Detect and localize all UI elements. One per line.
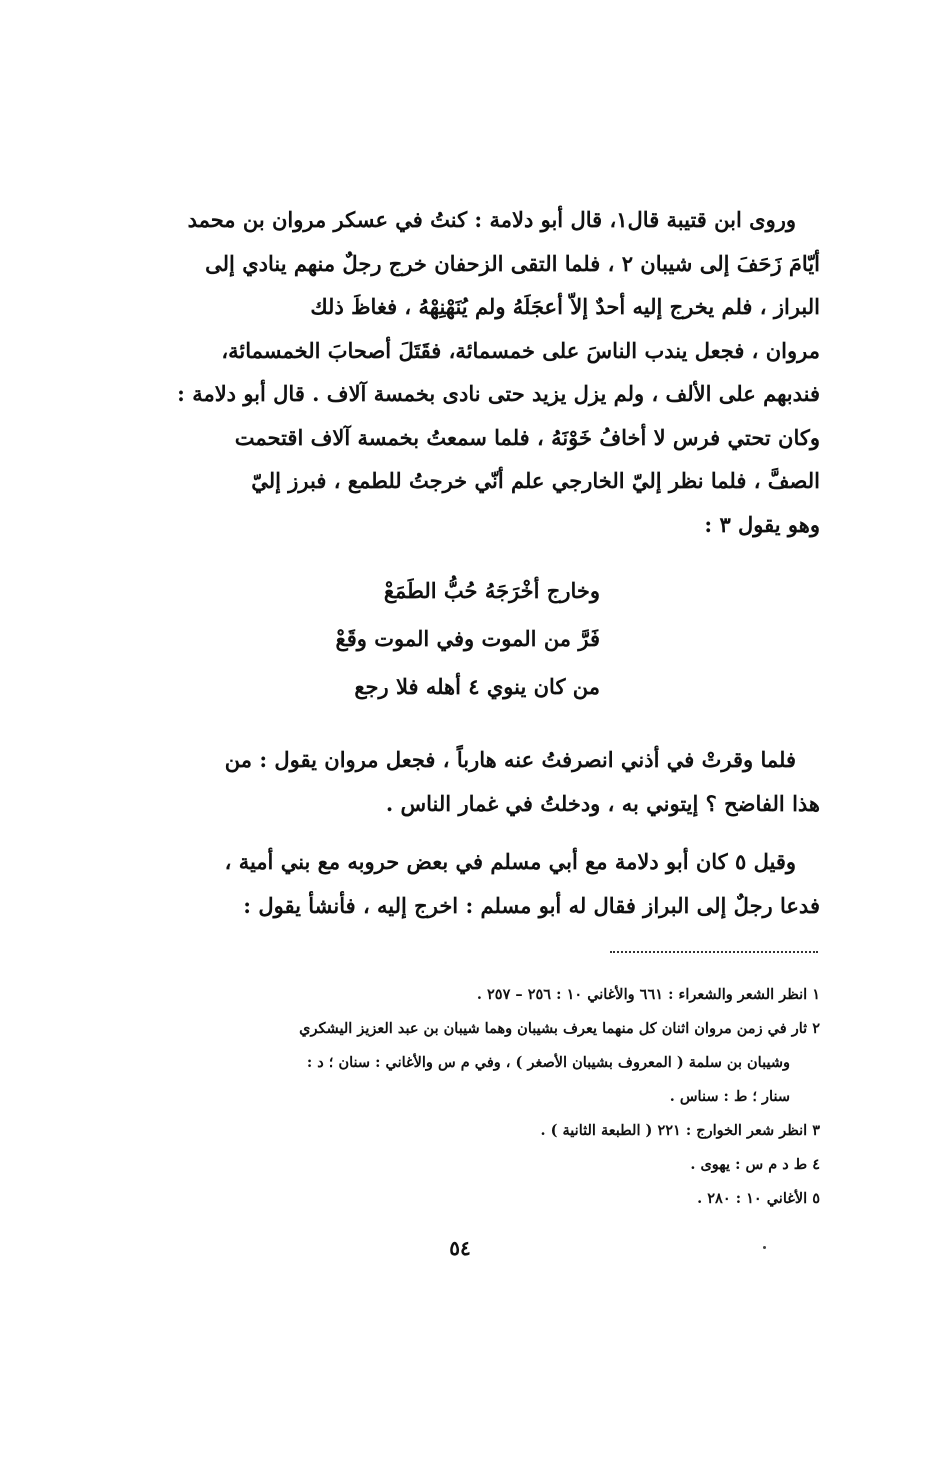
paragraph-2: [120, 738, 820, 825]
scan-speck: [763, 1246, 766, 1249]
text-line: أيّامَ زَحَفَ إلى شيبان ٢ ، فلما التقى الزحفان خرج رجلٌ منهم ينادي إلى: [205, 250, 820, 276]
paragraph-3: [120, 840, 820, 927]
text-line: وروى ابن قتيبة قال١، قال أبو دلامة : كنتُ في عسكر مروان بن محمد: [187, 207, 796, 232]
footnote-divider: [610, 951, 818, 953]
text-line: الصفَّ ، فلما نظر إليّ الخارجي علم أنّي خرجتُ للطمع ، فبرز إليّ: [251, 468, 820, 493]
text-line: فندبهم على الألف ، ولم يزل يزيد حتى نادى بخمسة آلاف . قال أبو دلامة :: [177, 381, 820, 406]
poem-verse: [300, 567, 600, 711]
text-line: وقيل ٥ كان أبو دلامة مع أبي مسلم في بعض حروبه مع بني أمية ،: [224, 849, 796, 874]
footnote-4: ٤ ط د م س : يهوى .: [690, 1156, 820, 1173]
text-line: فدعا رجلٌ إلى البراز فقال له أبو مسلم : اخرج إليه ، فأنشأ يقول :: [243, 892, 820, 918]
footnote-2-continued: وشيبان بن سلمة ( المعروف بشيبان الأصغر ) ، وفي م س والأغاني : سنان ؛ د :: [306, 1054, 790, 1071]
text-line: هذا الفاضح ؟ إيتوني به ، ودخلتُ في غمار الناس .: [385, 790, 820, 816]
text-line: وكان تحتي فرس لا أخافُ خَوْنَهُ ، فلما سمعتُ بخمسة آلاف اقتحمت: [234, 424, 820, 450]
verse-line: فَرَّ من الموت وفي الموت وقَعْ: [335, 626, 600, 651]
verse-line: من كان ينوي ٤ أهله فلا رجع: [354, 674, 600, 699]
footnotes: [120, 978, 820, 1216]
footnote-5: ٥ الأغاني ١٠ : ٢٨٠ .: [697, 1190, 820, 1207]
footnote-2: ٢ ثار في زمن مروان اثنان كل منهما يعرف بشيبان وهما شيبان بن عبد العزيز اليشكري: [299, 1020, 820, 1037]
text-line: فلما وقرتْ في أذني انصرفتُ عنه هارباً ، فجعل مروان يقول : من: [224, 747, 796, 772]
text-line: البراز ، فلم يخرج إليه أحدٌ إلاّ أعجَلَهُ ولم يُنَهْنِهْهُ ، فغاظَ ذلك: [310, 294, 820, 319]
footnote-3: ٣ انظر شعر الخوارج : ٢٢١ ( الطبعة الثانية ) .: [540, 1122, 820, 1139]
verse-line: وخارج أخْرَجَهُ حُبُّ الطَمَعْ: [383, 578, 600, 603]
footnote-2-continued: سنار ؛ ط : سناس .: [669, 1088, 790, 1105]
page-number: ٥٤: [449, 1236, 471, 1260]
footnote-1: ١ انظر الشعر والشعراء : ٦٦١ والأغاني ١٠ : ٢٥٦ – ٢٥٧ .: [476, 986, 820, 1003]
text-line: مروان ، فجعل يندب الناسَ على خمسمائة، فقَتَلَ أصحابَ الخمسمائة،: [221, 337, 820, 363]
text-line: وهو يقول ٣ :: [704, 511, 820, 537]
paragraph-1: [120, 198, 820, 546]
